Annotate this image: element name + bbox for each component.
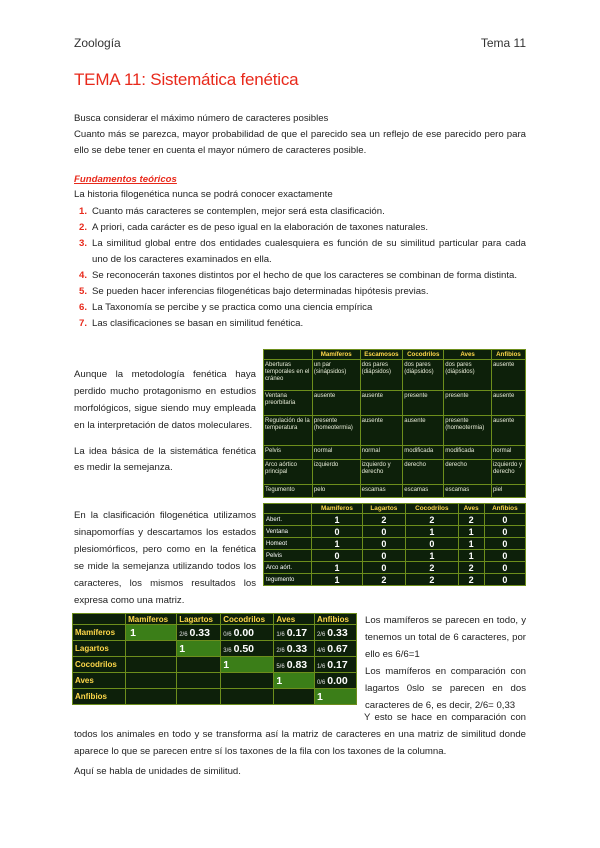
fraction: 4/6: [316, 647, 326, 654]
table-cell: [274, 625, 315, 641]
table-cell: derecho: [444, 460, 492, 485]
table-header: Mamíferos: [126, 614, 177, 625]
table-cell: 2: [458, 562, 484, 574]
phylogenetic-paragraph: En la clasificación filogenética utilizamos sinapomorfías y descartamos los estados plesiomórficos, pero como en la fenética se mide la semejanza utilizando todos los caracteres, los mismos resultados los expresa como una matriz.: [74, 510, 256, 606]
table-cell: [221, 625, 274, 641]
table-header: [264, 504, 312, 514]
fraction: 5/6: [276, 663, 285, 670]
table-cell: [314, 657, 356, 673]
table-cell: [221, 673, 274, 689]
table-header: Anfibios: [484, 504, 525, 514]
table-row: [73, 641, 357, 657]
table-cell: 1: [312, 514, 363, 526]
table-cell: 0: [312, 550, 363, 562]
table-cell: 0: [484, 562, 525, 574]
table-cell: [221, 657, 274, 673]
table-cell: escamas: [403, 485, 444, 498]
fraction: 1/6: [316, 663, 326, 670]
value: 0.33: [327, 626, 348, 639]
table-cell: tegumento: [264, 574, 312, 586]
table-header: [264, 350, 313, 360]
list-item: [74, 316, 526, 332]
table-cell: 1: [458, 526, 484, 538]
table-cell: [314, 641, 356, 657]
table-cell: presente (homeotermia): [444, 416, 492, 446]
table-header: Aves: [458, 504, 484, 514]
character-matrix-table: [263, 503, 526, 586]
value: 0.83: [286, 658, 308, 671]
table-row: [73, 625, 357, 641]
page-title: TEMA 11: Sistemática fenética: [74, 70, 299, 89]
table-cell: 2: [406, 514, 459, 526]
table-cell: Regulación de la temperatura: [264, 416, 313, 446]
table-row: [264, 391, 526, 416]
value: 1: [223, 658, 230, 671]
table-header: Mamíferos: [312, 504, 363, 514]
table-cell: ausente: [491, 391, 525, 416]
table-header: [73, 614, 126, 625]
table-cell: pelo: [312, 485, 360, 498]
table-cell: Mamíferos: [73, 625, 126, 641]
table-cell: 0: [484, 526, 525, 538]
table-header: Escamosos: [360, 350, 403, 360]
value: 0.17: [327, 658, 348, 671]
table-cell: [274, 657, 315, 673]
table-cell: 1: [406, 526, 459, 538]
table-cell: escamas: [360, 485, 403, 498]
table-row: [264, 485, 526, 498]
list-number: 5.: [79, 286, 88, 297]
table-cell: modificada: [444, 446, 492, 460]
table-cell: 0: [484, 574, 525, 586]
list-text: A priori, cada carácter es de peso igual en la elaboración de taxones naturales.: [92, 222, 428, 233]
table-cell: ausente: [312, 391, 360, 416]
table-cell: 0: [362, 562, 405, 574]
table-cell: Arco aórtico principal: [264, 460, 313, 485]
table-cell: 2: [458, 514, 484, 526]
table-header: Mamíferos: [312, 350, 360, 360]
table-cell: 0: [484, 550, 525, 562]
list-text: Se reconocerán taxones distintos por el hecho de que los caracteres se combinan de forma distinta.: [92, 270, 518, 281]
table-cell: [177, 625, 221, 641]
table-cell: 2: [362, 514, 405, 526]
table-cell: [314, 673, 356, 689]
value: 0.50: [233, 642, 255, 655]
methodology-paragraph: Aunque la metodología fenética haya perdido mucho protagonismo en estudios morfológicos, sigue siendo muy empleada en la interpretación de datos moleculares.: [74, 369, 256, 431]
table-cell: normal: [312, 446, 360, 460]
table-row: [264, 538, 526, 550]
value: 1: [316, 690, 323, 703]
table-row: [264, 514, 526, 526]
list-item: [74, 268, 526, 284]
table-cell: 1: [458, 538, 484, 550]
table-cell: Pelvis: [264, 446, 313, 460]
table-cell: dos pares (diápsidos): [444, 360, 492, 391]
table-cell: izquierdo y derecho: [491, 460, 525, 485]
table-cell: 0: [362, 526, 405, 538]
table-cell: ausente: [360, 391, 403, 416]
list-number: 7.: [79, 318, 88, 329]
table-row: [264, 460, 526, 485]
table-cell: 0: [362, 538, 405, 550]
table-row: [73, 657, 357, 673]
table-cell: [274, 641, 315, 657]
table-cell: normal: [491, 446, 525, 460]
table-cell: Ventana: [264, 526, 312, 538]
table-cell: Aberturas temporales en el cráneo: [264, 360, 313, 391]
list-text: La Taxonomía se percibe y se practica como una ciencia empírica: [92, 302, 373, 313]
table-cell: derecho: [403, 460, 444, 485]
table-cell: [126, 673, 177, 689]
table-header: Lagartos: [362, 504, 405, 514]
table-header: Aves: [274, 614, 315, 625]
idea-paragraph: La idea básica de la sistemática fenética es medir la semejanza.: [74, 446, 256, 473]
list-item: [74, 204, 526, 220]
fraction: 2/6: [316, 631, 326, 638]
table-row: [264, 526, 526, 538]
table-cell: Lagartos: [73, 641, 126, 657]
table-cell: Arco aórt.: [264, 562, 312, 574]
table-cell: izquierdo: [312, 460, 360, 485]
table-cell: 2: [406, 562, 459, 574]
list-item: [74, 284, 526, 300]
value: 0.33: [189, 626, 210, 639]
table-cell: 0: [362, 550, 405, 562]
characters-table: [263, 349, 526, 498]
table-cell: [177, 657, 221, 673]
table-cell: 0: [484, 538, 525, 550]
table-cell: 2: [406, 574, 459, 586]
section-intro: La historia filogenética nunca se podrá conocer exactamente: [74, 189, 333, 200]
closing-paragraph: Aquí se habla de unidades de similitud.: [74, 766, 241, 777]
table-cell: [126, 641, 177, 657]
table-row: [73, 689, 357, 705]
table-cell: 0: [312, 526, 363, 538]
list-item: [74, 300, 526, 316]
table-row: [264, 360, 526, 391]
table-cell: [274, 689, 315, 705]
value: 1: [130, 626, 136, 639]
table-cell: 1: [312, 538, 363, 550]
list-number: 3.: [79, 238, 88, 249]
table-cell: [314, 625, 356, 641]
table-cell: Pelvis: [264, 550, 312, 562]
table-cell: [221, 689, 274, 705]
table-cell: un par (sinápsidos): [312, 360, 360, 391]
table-cell: [177, 689, 221, 705]
fraction: 3/6: [223, 647, 232, 654]
fraction: 2/6: [179, 631, 188, 638]
list-number: 2.: [79, 222, 88, 233]
table-cell: piel: [491, 485, 525, 498]
table-cell: escamas: [444, 485, 492, 498]
table-cell: [177, 673, 221, 689]
value: 0.33: [286, 642, 308, 655]
mammals-paragraph-2: Los mamíferos en comparación con lagartos 0slo se parecen en dos caracteres de 6, es decir, 2/6= 0,33: [365, 666, 526, 711]
table-cell: Ventana preorbitaria: [264, 391, 313, 416]
table-cell: 0: [406, 538, 459, 550]
table-row: [73, 673, 357, 689]
table-cell: dos pares (diápsidos): [360, 360, 403, 391]
table-cell: 1: [406, 550, 459, 562]
table-header: Aves: [444, 350, 492, 360]
table-cell: Abert.: [264, 514, 312, 526]
list-text: Se pueden hacer inferencias filogenéticas bajo determinadas hipótesis previas.: [92, 286, 429, 297]
table-cell: Anfibios: [73, 689, 126, 705]
list-text: Las clasificaciones se basan en similitud fenética.: [92, 318, 304, 329]
table-cell: [126, 689, 177, 705]
table-cell: [221, 641, 274, 657]
table-cell: izquierdo y derecho: [360, 460, 403, 485]
mammals-paragraph-3: Y esto se hace en comparación con todos los animales en todo y se transforma así la matriz de caracteres en una matriz de similitud donde aparece lo que se parecen entre sí los taxones de la fila con los taxones de la columna.: [74, 712, 526, 757]
header-subject: Zoología: [74, 36, 121, 50]
table-header: Cocodrilos: [406, 504, 459, 514]
table-cell: modificada: [403, 446, 444, 460]
section-title: Fundamentos teóricos: [74, 174, 177, 185]
table-cell: ausente: [360, 416, 403, 446]
table-row: [264, 574, 526, 586]
fraction: 0/6: [223, 631, 232, 638]
list-number: 6.: [79, 302, 88, 313]
table-cell: ausente: [491, 416, 525, 446]
intro-paragraph-1: Busca considerar el máximo número de caracteres posibles: [74, 113, 329, 124]
list-text: La similitud global entre dos entidades cualesquiera es función de su similitud particular para cada uno de los caracteres examinados en ella.: [92, 238, 526, 265]
table-cell: dos pares (diápsidos): [403, 360, 444, 391]
table-cell: [126, 625, 177, 641]
value: 1: [276, 674, 283, 687]
table-cell: [126, 657, 177, 673]
intro-paragraph-2: Cuanto más se parezca, mayor probabilidad de que el parecido sea un reflejo de ese parecido pero para ello se debe tener en cuenta el mayor número de caracteres posible.: [74, 129, 526, 157]
value: 1: [179, 642, 186, 655]
header-topic: Tema 11: [480, 36, 526, 50]
fraction: 0/6: [316, 679, 326, 686]
table-cell: normal: [360, 446, 403, 460]
value: 0.00: [327, 674, 348, 687]
table-row: [264, 446, 526, 460]
mammals-paragraph-1: Los mamíferos se parecen en todo, y tenemos un total de 6 caracteres, por ello es 6/6=1: [365, 615, 526, 660]
table-cell: Aves: [73, 673, 126, 689]
table-cell: presente (homeotermia): [312, 416, 360, 446]
value: 0.67: [327, 642, 348, 655]
table-cell: Homeot: [264, 538, 312, 550]
table-cell: [314, 689, 356, 705]
table-cell: 2: [458, 574, 484, 586]
table-header: Cocodrilos: [403, 350, 444, 360]
value: 0.17: [286, 626, 308, 639]
table-header: Cocodrilos: [221, 614, 274, 625]
principles-list: [74, 204, 526, 332]
table-cell: [274, 673, 315, 689]
list-item: [74, 236, 526, 268]
table-cell: ausente: [491, 360, 525, 391]
table-cell: Tegumento: [264, 485, 313, 498]
table-cell: presente: [444, 391, 492, 416]
list-number: 1.: [79, 206, 88, 217]
table-cell: 1: [312, 562, 363, 574]
similarity-matrix-table: [72, 613, 357, 705]
list-item: [74, 220, 526, 236]
table-header: Anfibios: [491, 350, 525, 360]
table-cell: 2: [362, 574, 405, 586]
fraction: 1/6: [276, 631, 285, 638]
table-cell: 1: [458, 550, 484, 562]
table-cell: 0: [484, 514, 525, 526]
table-row: [264, 550, 526, 562]
table-cell: [177, 641, 221, 657]
table-cell: 1: [312, 574, 363, 586]
list-number: 4.: [79, 270, 88, 281]
list-text: Cuanto más caracteres se contemplen, mejor será esta clasificación.: [92, 206, 385, 217]
value: 0.00: [233, 626, 255, 639]
table-header: Anfibios: [314, 614, 356, 625]
table-row: [264, 562, 526, 574]
table-cell: presente: [403, 391, 444, 416]
table-cell: Cocodrilos: [73, 657, 126, 673]
table-cell: ausente: [403, 416, 444, 446]
table-row: [264, 416, 526, 446]
fraction: 2/6: [276, 647, 285, 654]
table-header: Lagartos: [177, 614, 221, 625]
